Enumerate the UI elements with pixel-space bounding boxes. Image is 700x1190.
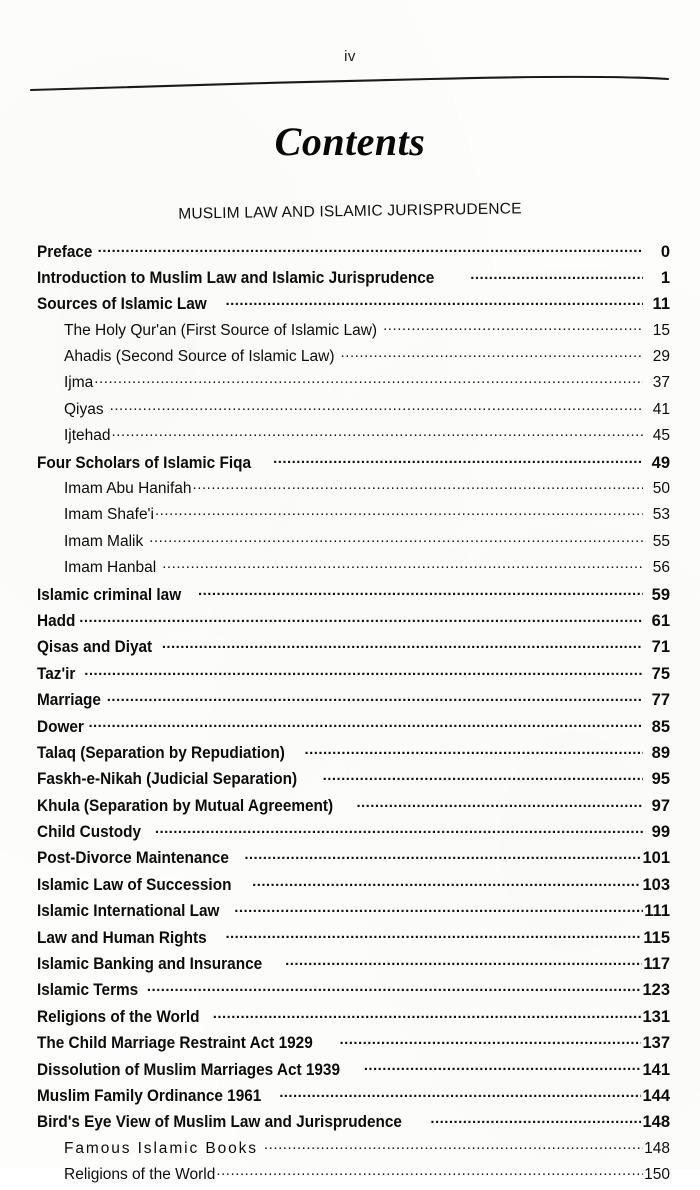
- toc-row[interactable]: [0, 451, 700, 477]
- toc-entry-label: Child Custody: [37, 823, 142, 842]
- toc-row[interactable]: [0, 900, 700, 926]
- toc-entry-label: Ijtehad: [64, 427, 111, 445]
- toc-entry-page-number: 99: [651, 823, 670, 842]
- toc-dot-leader: [193, 478, 643, 494]
- toc-row[interactable]: [0, 372, 700, 398]
- toc-dot-leader: [285, 953, 642, 970]
- toc-row[interactable]: [0, 583, 700, 609]
- toc-dot-leader: [88, 715, 643, 732]
- toc-row[interactable]: [0, 794, 700, 820]
- toc-row[interactable]: [0, 293, 700, 319]
- toc-entry-label: Qiyas: [64, 400, 104, 418]
- toc-dot-leader: [98, 240, 643, 257]
- page-folio: iv: [344, 48, 356, 65]
- toc-dot-leader: [341, 346, 643, 362]
- toc-row[interactable]: [0, 715, 700, 741]
- toc-entry-page-number: 56: [652, 559, 670, 577]
- toc-entry-page-number: 45: [652, 427, 670, 445]
- toc-row[interactable]: [0, 557, 700, 583]
- toc-dot-leader: [364, 1058, 642, 1075]
- toc-dot-leader: [149, 530, 643, 546]
- page-title: Contents: [274, 119, 426, 164]
- toc-dot-leader: [244, 847, 641, 864]
- toc-entry-label: Islamic Terms: [37, 981, 139, 1000]
- toc-dot-leader: [279, 1085, 641, 1102]
- toc-dot-leader: [356, 794, 643, 811]
- toc-entry-label: Khula (Separation by Mutual Agreement): [37, 796, 334, 815]
- toc-row[interactable]: [0, 530, 700, 556]
- toc-row[interactable]: [0, 873, 700, 899]
- toc-row[interactable]: [0, 1137, 700, 1163]
- toc-entry-page-number: 111: [644, 902, 670, 921]
- toc-entry-label: Religions of the World: [37, 1007, 200, 1026]
- toc-dot-leader: [84, 662, 643, 679]
- toc-dot-leader: [162, 636, 643, 653]
- toc-dot-leader: [198, 583, 643, 600]
- toc-entry-page-number: 15: [652, 321, 670, 339]
- toc-dot-leader: [110, 398, 643, 414]
- toc-entry-page-number: 101: [642, 849, 670, 868]
- toc-entry-label: Ahadis (Second Source of Islamic Law): [64, 348, 335, 366]
- toc-entry-label: Introduction to Muslim Law and Islamic Jurisprudence: [37, 268, 435, 287]
- toc-entry-page-number: 77: [651, 691, 670, 710]
- toc-dot-leader: [252, 873, 641, 890]
- toc-entry-page-number: 29: [652, 348, 670, 366]
- toc-row[interactable]: [0, 478, 700, 504]
- toc-entry-label: Ijma: [64, 374, 94, 392]
- toc-entry-label: Imam Abu Hanifah: [64, 480, 192, 498]
- toc-row[interactable]: [0, 398, 700, 424]
- toc-entry-page-number: 59: [651, 585, 670, 604]
- toc-dot-leader: [234, 900, 643, 917]
- toc-entry-label: Law and Human Rights: [37, 928, 207, 947]
- toc-dot-leader: [339, 1032, 641, 1049]
- toc-row[interactable]: [0, 1085, 700, 1111]
- toc-entry-label: Islamic Banking and Insurance: [37, 955, 263, 974]
- toc-entry-page-number: 117: [643, 955, 670, 974]
- toc-entry-page-number: 141: [642, 1060, 670, 1079]
- toc-dot-leader: [162, 557, 643, 573]
- toc-row[interactable]: [0, 926, 700, 952]
- toc-entry-label: Dissolution of Muslim Marriages Act 1939: [37, 1060, 341, 1079]
- toc-list: [0, 240, 700, 1190]
- toc-entry-label: Imam Hanbal: [64, 559, 157, 577]
- toc-row[interactable]: [0, 319, 700, 345]
- toc-entry-page-number: 37: [652, 374, 670, 392]
- toc-row[interactable]: [0, 346, 700, 372]
- toc-entry-page-number: 75: [651, 664, 670, 683]
- toc-row[interactable]: [0, 266, 700, 292]
- toc-dot-leader: [112, 425, 643, 441]
- toc-entry-label: Post-Divorce Maintenance: [37, 849, 229, 868]
- toc-dot-leader: [155, 504, 643, 520]
- toc-row[interactable]: [0, 1005, 700, 1031]
- toc-entry-label: Faskh-e-Nikah (Judicial Separation): [37, 770, 298, 789]
- toc-entry-page-number: 89: [651, 743, 670, 762]
- toc-entry-label: Qisas and Diyat: [37, 638, 153, 657]
- toc-entry-page-number: 0: [660, 242, 670, 261]
- toc-row[interactable]: [0, 979, 700, 1005]
- toc-entry-page-number: 50: [652, 480, 670, 498]
- toc-entry-page-number: 115: [643, 928, 670, 947]
- toc-row[interactable]: [0, 425, 700, 451]
- toc-row[interactable]: [0, 1058, 700, 1084]
- toc-entry-page-number: 85: [651, 717, 670, 736]
- toc-dot-leader: [107, 689, 643, 706]
- toc-entry-label: Talaq (Separation by Repudiation): [37, 743, 285, 762]
- toc-row[interactable]: [0, 741, 700, 767]
- toc-entry-page-number: 97: [651, 796, 670, 815]
- toc-row[interactable]: [0, 1111, 700, 1137]
- toc-dot-leader: [323, 768, 643, 785]
- toc-entry-page-number: 148: [642, 1113, 670, 1132]
- toc-entry-label: Imam Shafe'i: [64, 506, 154, 524]
- toc-entry-page-number: 95: [651, 770, 670, 789]
- toc-entry-page-number: 1: [660, 268, 670, 287]
- toc-entry-page-number: 41: [652, 400, 670, 418]
- toc-entry-label: The Child Marriage Restraint Act 1929: [37, 1034, 313, 1053]
- toc-entry-label: The Holy Qur'an (First Source of Islamic Law): [64, 321, 378, 339]
- toc-row[interactable]: [0, 504, 700, 530]
- toc-entry-label: Famous Islamic Books: [64, 1139, 258, 1157]
- toc-entry-page-number: 11: [652, 295, 670, 314]
- toc-row[interactable]: [0, 662, 700, 688]
- toc-dot-leader: [216, 1164, 643, 1180]
- toc-row[interactable]: [0, 1164, 700, 1190]
- toc-entry-label: Religions of the World: [64, 1166, 216, 1184]
- toc-entry-label: Bird's Eye View of Muslim Law and Jurisprudence: [37, 1113, 402, 1132]
- toc-entry-label: Islamic International Law: [37, 902, 220, 921]
- toc-entry-label: Four Scholars of Islamic Fiqa: [37, 453, 252, 472]
- toc-row[interactable]: [0, 821, 700, 847]
- toc-dot-leader: [273, 451, 643, 468]
- toc-row[interactable]: [0, 689, 700, 715]
- toc-entry-label: Muslim Family Ordinance 1961: [37, 1087, 262, 1105]
- toc-dot-leader: [430, 1111, 641, 1128]
- toc-dot-leader: [264, 1137, 643, 1153]
- toc-entry-label: Sources of Islamic Law: [37, 295, 207, 314]
- toc-entry-page-number: 49: [651, 453, 670, 472]
- toc-dot-leader: [470, 266, 643, 283]
- toc-row[interactable]: [0, 953, 700, 979]
- toc-dot-leader: [304, 741, 643, 758]
- toc-entry-page-number: 131: [642, 1007, 670, 1026]
- toc-entry-label: Islamic Law of Succession: [37, 875, 232, 894]
- toc-dot-leader: [155, 821, 643, 838]
- toc-row[interactable]: [0, 847, 700, 873]
- toc-entry-label: Preface: [37, 242, 93, 261]
- toc-entry-page-number: 137: [642, 1034, 670, 1053]
- toc-dot-leader: [383, 319, 643, 335]
- toc-entry-page-number: 71: [651, 638, 670, 657]
- toc-dot-leader: [225, 293, 643, 310]
- toc-row[interactable]: [0, 636, 700, 662]
- toc-entry-label: Hadd: [37, 611, 76, 630]
- toc-row[interactable]: [0, 768, 700, 794]
- toc-entry-page-number: 148: [644, 1139, 670, 1157]
- header-rule: [0, 68, 700, 98]
- toc-entry-label: Dower: [37, 717, 84, 736]
- toc-dot-leader: [213, 1005, 642, 1022]
- toc-entry-label: Imam Malik: [64, 532, 144, 550]
- toc-dot-leader: [225, 926, 642, 943]
- toc-entry-page-number: 103: [642, 875, 670, 894]
- toc-entry-page-number: 123: [642, 981, 670, 1000]
- toc-entry-page-number: 53: [652, 506, 670, 524]
- toc-row[interactable]: [0, 240, 700, 266]
- toc-entry-page-number: 61: [651, 611, 670, 630]
- toc-entry-page-number: 55: [652, 532, 670, 550]
- toc-entry-label: Taz'ir: [37, 664, 76, 683]
- toc-dot-leader: [79, 609, 643, 626]
- toc-entry-label: Islamic criminal law: [37, 585, 182, 604]
- toc-entry-label: Marriage: [37, 691, 101, 710]
- toc-entry-page-number: 144: [642, 1087, 670, 1105]
- toc-dot-leader: [94, 372, 643, 388]
- toc-dot-leader: [147, 979, 642, 996]
- page-subtitle: MUSLIM LAW AND ISLAMIC JURISPRUDENCE: [178, 200, 522, 223]
- toc-row[interactable]: [0, 1032, 700, 1058]
- toc-entry-page-number: 150: [644, 1166, 670, 1184]
- toc-row[interactable]: [0, 609, 700, 635]
